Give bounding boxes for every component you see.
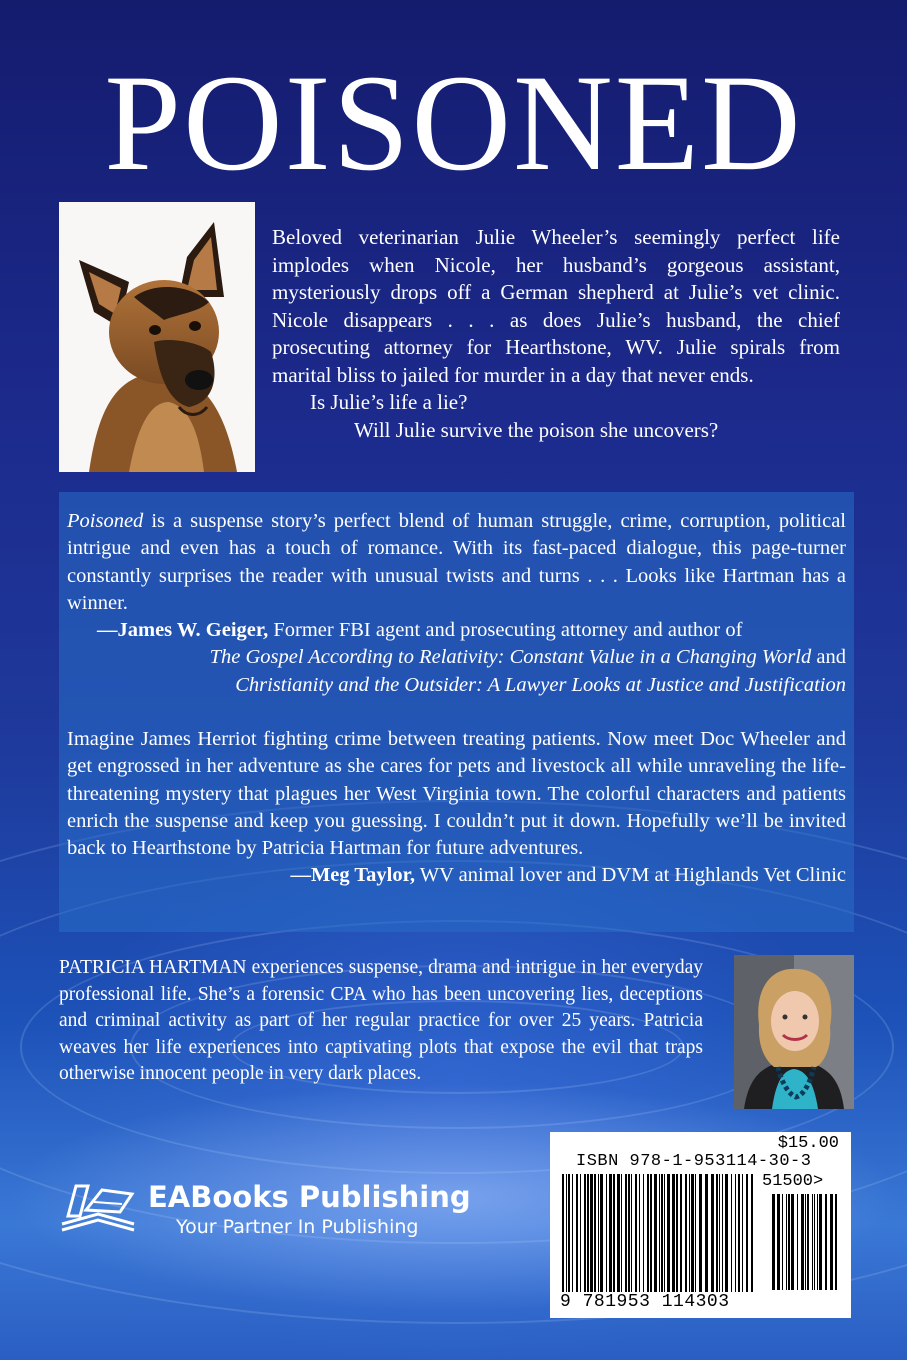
barcode-stripe <box>812 1194 813 1290</box>
barcode-stripe <box>685 1174 687 1292</box>
barcode-stripe <box>594 1174 596 1292</box>
barcode-stripe <box>814 1194 815 1290</box>
barcode-stripe <box>695 1174 696 1292</box>
reviews-panel <box>59 492 854 932</box>
barcode-stripe <box>661 1174 663 1292</box>
barcode-stripe <box>711 1174 714 1292</box>
barcode-stripe <box>613 1174 615 1292</box>
synopsis-question-1: Is Julie’s life a lie? <box>310 390 468 414</box>
barcode-stripe <box>654 1174 657 1292</box>
isbn-number: ISBN 978-1-953114-30-3 <box>576 1152 812 1171</box>
barcode-stripe <box>772 1194 775 1290</box>
price-addon-bars <box>772 1194 838 1290</box>
barcode-stripe <box>817 1194 818 1290</box>
barcode-stripe <box>631 1174 632 1292</box>
barcode-digits: 9 781953 114303 <box>560 1292 730 1312</box>
barcode-stripe <box>788 1194 790 1290</box>
barcode-stripe <box>835 1194 837 1290</box>
barcode-stripe <box>716 1174 718 1292</box>
publisher-logo <box>58 1180 508 1240</box>
barcode-stripe <box>606 1174 607 1292</box>
synopsis-question-2: Will Julie survive the poison she uncovers? <box>354 417 719 442</box>
barcode-stripe <box>676 1174 678 1292</box>
book-title: POISONED <box>104 46 803 199</box>
barcode-stripe <box>742 1174 743 1292</box>
barcode-stripe <box>664 1174 665 1292</box>
barcode-stripe <box>584 1174 586 1292</box>
reviewer-book-line: The Gospel According to Relativity: Constant Value in a Changing World and <box>209 646 846 669</box>
barcode-stripe <box>650 1174 652 1292</box>
barcode-stripe <box>643 1174 644 1292</box>
reviewer-book-2: Christianity and the Outsider: A Lawyer Looks at Justice and Justification <box>235 673 846 696</box>
barcode-stripe <box>782 1194 783 1290</box>
barcode-stripe <box>738 1174 740 1292</box>
barcode-stripe <box>719 1174 720 1292</box>
books-icon <box>58 1180 138 1238</box>
barcode-stripe <box>680 1174 682 1292</box>
barcode-stripe <box>566 1174 567 1292</box>
reviewer-name: —Meg Taylor, <box>290 864 415 887</box>
author-bio: PATRICIA HARTMAN experiences suspense, drama and intrigue in her everyday professional life. She’s a forensic CPA who has been uncovering lies, deceptions and criminal activity as part of her regular practice for over 25 years. Patricia weaves her life experiences into captivating plots that expose the evil that traps otherwise innocent people in very dark places. <box>59 957 703 1085</box>
barcode-stripe <box>598 1174 599 1292</box>
barcode-stripe <box>587 1174 589 1292</box>
barcode-stripe <box>722 1174 723 1292</box>
barcode-stripe <box>617 1174 620 1292</box>
german-shepherd-photo <box>59 202 255 472</box>
barcode-stripe <box>667 1174 670 1292</box>
review-attribution: —James W. Geiger, Former FBI agent and prosecuting attorney and author of <box>97 619 743 642</box>
barcode-stripe <box>672 1174 675 1292</box>
price-code: 51500> <box>762 1172 824 1191</box>
barcode-stripe <box>635 1174 637 1292</box>
barcode-stripe <box>659 1174 660 1292</box>
barcode-stripe <box>791 1194 794 1290</box>
barcode-stripe <box>625 1174 627 1292</box>
barcode-stripe <box>807 1194 809 1290</box>
barcode-stripe <box>731 1174 732 1292</box>
review-text: Imagine James Herriot fighting crime between treating patients. Now meet Doc Wheeler and get engrossed in her adventure as she cares for pets and livestock all while unraveling the life-threatening mystery that plagues her West Virginia town. The colorful characters and patients enrich the suspense and keep you guessing. I couldn’t put it down. Hopefully we’ll be invited back to Hearthstone by Patricia Hartman for future adventures. <box>67 728 846 860</box>
barcode-stripe <box>830 1194 833 1290</box>
barcode-stripe <box>746 1174 748 1292</box>
barcode-stripe <box>805 1194 806 1290</box>
synopsis <box>272 224 840 444</box>
barcode-stripe <box>801 1194 804 1290</box>
barcode-stripe <box>777 1194 780 1290</box>
review-text: Poisoned is a suspense story’s perfect blend of human struggle, crime, corruption, political intrigue and even has a touch of romance. With its fast-paced dialogue, this page-turner constantly surprises the reader with unusual twists and turns . . . Looks like Hartman has a winner. <box>67 510 846 614</box>
barcode-stripe <box>705 1174 708 1292</box>
review-geiger <box>67 508 846 699</box>
barcode-stripe <box>572 1174 573 1292</box>
barcode-stripe <box>647 1174 649 1292</box>
barcode-stripe <box>621 1174 622 1292</box>
barcode-stripe <box>562 1174 564 1292</box>
price: $15.00 <box>777 1134 839 1153</box>
review-book-title: Poisoned <box>67 510 144 532</box>
barcode-stripe <box>825 1194 827 1290</box>
barcode-stripe <box>609 1174 612 1292</box>
barcode-stripe <box>689 1174 690 1292</box>
barcode-stripe <box>819 1194 822 1290</box>
barcode-stripe <box>735 1174 736 1292</box>
barcode-stripe <box>580 1174 581 1292</box>
barcode-stripe <box>725 1174 728 1292</box>
barcode-stripe <box>600 1174 603 1292</box>
publisher-name: EABooks Publishing <box>148 1180 471 1214</box>
barcode-stripe <box>797 1194 798 1290</box>
dog-illustration <box>59 202 255 472</box>
barcode-stripe <box>786 1194 787 1290</box>
barcode-stripe <box>699 1174 702 1292</box>
publisher-tagline: Your Partner In Publishing <box>176 1216 419 1238</box>
review-taylor <box>67 726 846 890</box>
barcode-stripe <box>576 1174 578 1292</box>
author-photo <box>734 955 854 1109</box>
author-illustration <box>734 955 854 1109</box>
barcode-bars <box>562 1174 754 1292</box>
isbn-barcode <box>550 1132 851 1318</box>
barcode-stripe <box>568 1174 570 1292</box>
review-attribution: —Meg Taylor, WV animal lover and DVM at Highlands Vet Clinic <box>290 864 846 887</box>
barcode-stripe <box>628 1174 630 1292</box>
reviewer-name: —James W. Geiger, <box>97 619 269 642</box>
barcode-stripe <box>751 1174 753 1292</box>
barcode-stripe <box>590 1174 593 1292</box>
barcode-stripe <box>691 1174 694 1292</box>
barcode-stripe <box>639 1174 640 1292</box>
synopsis-text: Beloved veterinarian Julie Wheeler’s seemingly perfect life implodes when Nicole, her husband’s gorgeous assistant, mysteriously drops off a German shepherd at Julie’s vet clinic. Nicole disappears . . . as does Julie’s husband, the chief prosecuting attorney for Hearthstone, WV. Julie spirals from marital bliss to jailed for murder in a day that never ends. <box>272 225 840 387</box>
